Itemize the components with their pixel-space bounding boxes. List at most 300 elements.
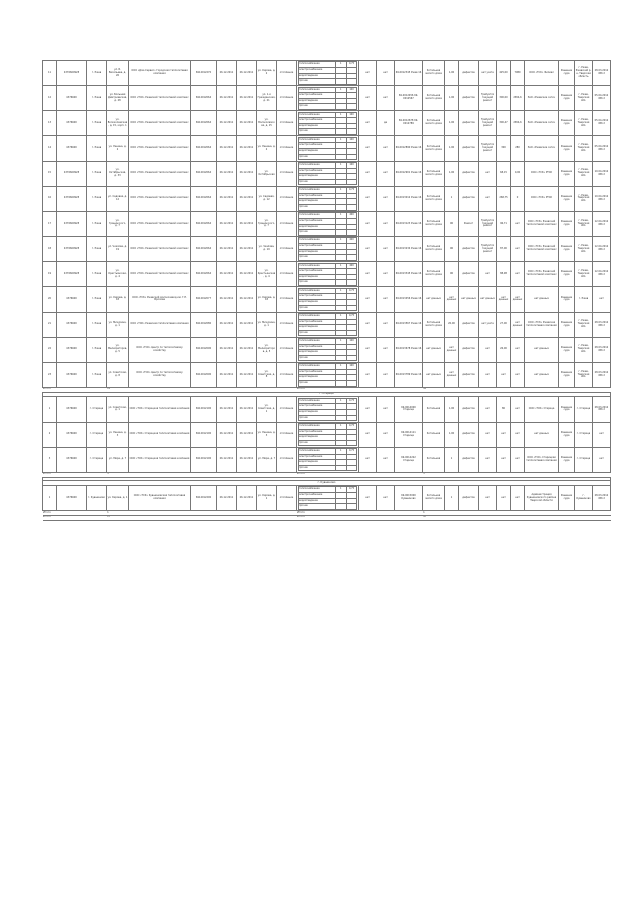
cell-mo: г. Ржев <box>575 287 593 312</box>
cell-place: ул. Волоколамская, д. 15 <box>257 111 277 136</box>
cell-street: ул. Ленина, д. 3 <box>107 422 129 447</box>
cell-f2: нет <box>377 161 395 186</box>
cell-date: 10.04.2012 456 2 <box>593 186 611 211</box>
cell-city: г. Ржев <box>87 211 107 236</box>
cell-kind: нет данных <box>445 337 459 362</box>
cell-sum: 88,98 <box>497 262 511 287</box>
cell-own: Решение суда <box>559 337 575 362</box>
cell-tar: 0,00 <box>511 161 525 186</box>
cell-obj: Котельная <box>423 422 445 447</box>
utility-count <box>335 381 346 387</box>
cell-n: 20 <box>43 287 57 312</box>
cell-kind: 1,00 <box>445 111 459 136</box>
cell-mo: г. Ржев, Тверская обл. <box>575 337 593 362</box>
cell-obj: Котельная жилого дома <box>423 312 445 337</box>
utility-count: 1 <box>335 364 346 370</box>
cell-d2: 26.12.2011 <box>237 312 257 337</box>
utility-value: 0,75 <box>346 188 357 194</box>
utility-label: теплоснабжение <box>298 238 335 244</box>
cell-act: 69-0013012 Ржев 16 <box>395 186 423 211</box>
cell-f2: нет <box>377 397 395 422</box>
cell-inn: 6914012270 <box>191 61 217 86</box>
cell-act: 69-0012456 69-0012567 <box>395 86 423 111</box>
cell-f1: нет <box>359 61 377 86</box>
table-row <box>43 362 611 387</box>
cell-use: отопление <box>277 422 297 447</box>
utility-value <box>346 465 357 471</box>
utility-label: водоотведение <box>298 149 335 155</box>
utility-label: водоотведение <box>298 199 335 205</box>
table-row <box>43 422 611 447</box>
cell-f2: нет <box>377 61 395 86</box>
cell-st: дефектов <box>459 86 479 111</box>
utility-value <box>346 440 357 446</box>
cell-use: отопление <box>277 186 297 211</box>
utility-value <box>346 179 357 185</box>
cell-mgr: нет данных <box>525 422 559 447</box>
cell-inn: 6914012064 <box>191 262 217 287</box>
utility-label: теплоснабжение <box>298 423 335 429</box>
cell-org: ООО «ТСК» Центр по теплосетевому хозяйству <box>129 362 191 387</box>
utility-label: прочие <box>298 255 335 261</box>
total-count: 13 <box>107 388 297 393</box>
cell-city: г. Кувшиново <box>87 486 107 511</box>
cell-mo: г. Ржев, Тверская обл. <box>575 136 593 161</box>
utility-count <box>335 79 346 85</box>
cell-d2: 26.12.2011 <box>237 447 257 472</box>
utility-label: электроснабжение <box>298 93 335 99</box>
cell-org: ООО «ТСК» Ржевский молокозавод им. Г.Н. Фролова <box>129 287 191 312</box>
cell-date: нет <box>593 287 611 312</box>
cell-own: Решение суда <box>559 161 575 186</box>
cell-n: 1 <box>43 486 57 511</box>
cell-f2: нет <box>377 422 395 447</box>
cell-f2: нет <box>377 86 395 111</box>
cell-mo: г. Ржев, Тверская обл. <box>575 362 593 387</box>
cell-street: ул. Большая Дмитриевская, д. 28 <box>107 86 129 111</box>
cell-mo: г. Старица <box>575 422 593 447</box>
cell-city: г. Ржев <box>87 111 107 136</box>
cell-own: Решение суда <box>559 447 575 472</box>
cell-f1: нет <box>359 111 377 136</box>
utility-label: электроснабжение <box>298 294 335 300</box>
utility-label: прочие <box>298 415 335 421</box>
cell-street: ул. Мелиораторов, д. 5 <box>107 337 129 362</box>
utility-value <box>346 104 357 110</box>
cell-own: Решение суда <box>559 262 575 287</box>
cell-org: ООО «ТСК» Ржевский теплосетевой комплекс <box>129 161 191 186</box>
utility-label: теплоснабжение <box>298 449 335 455</box>
utility-count <box>335 305 346 311</box>
cell-place: ул. Ленина, д. 2 <box>257 136 277 161</box>
cell-code: 4376600928 <box>57 211 87 236</box>
utility-label: водоотведение <box>298 325 335 331</box>
utility-value: 100 <box>346 163 357 169</box>
cell-d1: 26.12.2011 <box>217 211 237 236</box>
cell-utilities <box>297 486 359 511</box>
utility-count <box>335 129 346 135</box>
footer-left-count: 17 <box>107 515 297 520</box>
cell-place: ул. Мичурина, д. 1 <box>257 312 277 337</box>
cell-n: 22 <box>43 337 57 362</box>
cell-code: 4376600 <box>57 447 87 472</box>
cell-code: 4376600928 <box>57 262 87 287</box>
cell-obj: Котельная жилого дома <box>423 111 445 136</box>
cell-f1: нет <box>359 337 377 362</box>
cell-kind: 1,00 <box>445 397 459 422</box>
cell-st: дефектов <box>459 61 479 86</box>
cell-act: 69-0013345 Ржев 16 <box>395 262 423 287</box>
cell-street: ул. Ленина, д. 2 <box>107 136 129 161</box>
cell-place: ул. 1-я Гражданская, д. 21 <box>257 86 277 111</box>
utility-label: прочие <box>298 154 335 160</box>
cell-obj: Котельная жилого дома <box>423 86 445 111</box>
utility-count: 1 <box>335 213 346 219</box>
utility-label: прочие <box>298 465 335 471</box>
cell-org: ООО «ТСК» Ржевский теплосетевой комплекс <box>129 86 191 111</box>
cell-d1: 26.12.2011 <box>217 61 237 86</box>
cell-street: ул. Грацинского, д. 7 <box>107 211 129 236</box>
cell-place: ул. Кирова, д. 18 <box>257 287 277 312</box>
cell-org: ООО «ТСК» Ржевский теплосетевой комплекс <box>129 211 191 236</box>
table-row <box>43 262 611 287</box>
utility-value: 0,75 <box>346 423 357 429</box>
cell-tar: 2654,6 <box>511 111 525 136</box>
utility-value <box>346 330 357 336</box>
total-sum: 3 <box>423 472 611 477</box>
utility-label: электроснабжение <box>298 493 335 499</box>
cell-d1: 26.12.2011 <box>217 262 237 287</box>
cell-f2: нет <box>377 287 395 312</box>
cell-city: г. Ржев <box>87 362 107 387</box>
utility-label: электроснабжение <box>298 168 335 174</box>
cell-st: дефектов <box>459 262 479 287</box>
cell-kind: 1 <box>445 186 459 211</box>
cell-obj: Котельная жилого дома <box>423 486 445 511</box>
utility-value: 100 <box>346 112 357 118</box>
cell-utilities <box>297 61 359 86</box>
cell-inn: 6914012064 <box>191 86 217 111</box>
cell-inn: 6914012064 <box>191 136 217 161</box>
cell-tar: нет <box>511 337 525 362</box>
cell-obj: Котельная жилого дома <box>423 161 445 186</box>
cell-date: 10.04.2012 456 2 <box>593 161 611 186</box>
cell-use: отопление <box>277 362 297 387</box>
cell-f1: нет <box>359 312 377 337</box>
cell-code: 4376600 <box>57 136 87 161</box>
utility-value: 0,75 <box>346 449 357 455</box>
utility-label: водоотведение <box>298 498 335 504</box>
utility-label: водоотведение <box>298 435 335 441</box>
cell-st: дефектов <box>459 422 479 447</box>
cell-org: ООО «ТСК» Кувшиновская теплосетевая компания <box>129 486 191 511</box>
cell-act: 69-0013123 Ржев 16 <box>395 211 423 236</box>
cell-inn: 6914012100 <box>191 397 217 422</box>
utility-value <box>346 504 357 510</box>
total-label-2: Итого <box>297 388 423 393</box>
cell-d2: 26.12.2011 <box>237 86 257 111</box>
utility-label: теплоснабжение <box>298 487 335 493</box>
cell-utilities <box>297 422 359 447</box>
table-row <box>43 86 611 111</box>
cell-city: г. Ржев <box>87 136 107 161</box>
cell-use: отопление <box>277 312 297 337</box>
cell-place: ул. Чкалова, д. 19 <box>257 237 277 262</box>
cell-city: г. Старица <box>87 422 107 447</box>
total-label-2: Итого <box>297 511 423 516</box>
cell-org: ООО «ТСК» Ржевская теплосетевая компания <box>129 312 191 337</box>
cell-obj: Котельная жилого дома <box>423 61 445 86</box>
cell-obj: нет данных <box>423 362 445 387</box>
cell-st: нет данных <box>459 287 479 312</box>
utility-label: электроснабжение <box>298 429 335 435</box>
cell-city: г. Ржев <box>87 262 107 287</box>
utility-label: электроснабжение <box>298 454 335 460</box>
utility-count <box>335 465 346 471</box>
cell-use: отопление <box>277 161 297 186</box>
cell-f2: нет <box>377 447 395 472</box>
cell-mo: г. Ржев, Тверская обл. <box>575 161 593 186</box>
utility-label: водоотведение <box>298 274 335 280</box>
cell-n: 3 <box>43 447 57 472</box>
utility-label: теплоснабжение <box>298 213 335 219</box>
utility-label: теплоснабжение <box>298 137 335 143</box>
footer-right: Итого <box>297 515 423 520</box>
cell-inn: 6914012090 <box>191 337 217 362</box>
cell-street: ул. Мичурина, д. 1 <box>107 312 129 337</box>
utility-count: 1 <box>335 163 346 169</box>
utility-label: теплоснабжение <box>298 163 335 169</box>
district-heading: г. Кувшиново <box>43 481 611 486</box>
utility-value: 0,75 <box>346 398 357 404</box>
utility-label: прочие <box>298 305 335 311</box>
utility-label: теплоснабжение <box>298 62 335 68</box>
cell-street: ул. Садовая, д. 12 <box>107 186 129 211</box>
cell-sum: нет <box>497 486 511 511</box>
cell-date: 12.04.2012 456 2 <box>593 262 611 287</box>
cell-code: 4376600928 <box>57 186 87 211</box>
cell-f2: нет <box>377 362 395 387</box>
utility-label: теплоснабжение <box>298 364 335 370</box>
cell-use: отопление <box>277 237 297 262</box>
cell-obj: нет данных <box>423 287 445 312</box>
utility-value: 400 <box>346 213 357 219</box>
cell-date: 28.03.2012 456 2 <box>593 337 611 362</box>
cell-act: 69-0015000 Кувшиново <box>395 486 423 511</box>
cell-kind: 1,00 <box>445 86 459 111</box>
cell-place: ул. Садовая, д. 12 <box>257 186 277 211</box>
cell-tar: нет <box>511 447 525 472</box>
cell-city: г. Ржев <box>87 237 107 262</box>
cell-street: ул. Б. Васильева, д. 26 <box>107 61 129 86</box>
cell-sum: нет <box>497 422 511 447</box>
cell-use: отопление <box>277 136 297 161</box>
utility-label: электроснабжение <box>298 118 335 124</box>
cell-f1: нет <box>359 447 377 472</box>
cell-act: 69-0012678 69-0012789 <box>395 111 423 136</box>
cell-act: 69-0013789 Ржев 16 <box>395 362 423 387</box>
register-sheet <box>42 60 609 595</box>
cell-own: Решение суда <box>559 211 575 236</box>
cell-act: 69-0012890 Ржев 16 <box>395 136 423 161</box>
cell-tar: нет <box>511 211 525 236</box>
cell-n: 2 <box>43 422 57 447</box>
cell-sum: 300,00 <box>497 86 511 111</box>
table-row <box>43 337 611 362</box>
utility-label: теплоснабжение <box>298 188 335 194</box>
utility-value <box>346 204 357 210</box>
cell-utilities <box>297 337 359 362</box>
cell-city: г. Ржев <box>87 86 107 111</box>
cell-sum: 96,71 <box>497 211 511 236</box>
cell-street: ул. Волоколамская, д. 15, корп. 1 <box>107 111 129 136</box>
utility-label: прочие <box>298 504 335 510</box>
cell-own: Решение суда <box>559 397 575 422</box>
utility-label: электроснабжение <box>298 193 335 199</box>
cell-city: г. Ржев <box>87 61 107 86</box>
cell-n: 18 <box>43 237 57 262</box>
cell-own: Решение суда <box>559 237 575 262</box>
total-label: Итого <box>43 472 107 477</box>
cell-f1: нет <box>359 362 377 387</box>
cell-f2: нет <box>377 312 395 337</box>
utility-count: 1 <box>335 288 346 294</box>
utility-count: 1 <box>335 313 346 319</box>
utility-value: 100 <box>346 87 357 93</box>
cell-f1: нет <box>359 486 377 511</box>
cell-n: 19 <box>43 262 57 287</box>
cell-tar: 7980 <box>511 61 525 86</box>
cell-d2: 26.12.2011 <box>237 262 257 287</box>
cell-use: отопление <box>277 337 297 362</box>
cell-fund: Требуется текущий ремонт <box>479 86 497 111</box>
utility-value: 0,75 <box>346 62 357 68</box>
cell-utilities <box>297 397 359 422</box>
cell-city: г. Ржев <box>87 161 107 186</box>
cell-code: 4376600 <box>57 486 87 511</box>
utility-value: 0,75 <box>346 288 357 294</box>
cell-tar: нет <box>511 262 525 287</box>
cell-f2: нет <box>377 211 395 236</box>
cell-kind: нет данных <box>445 362 459 387</box>
cell-d2: 26.12.2011 <box>237 362 257 387</box>
cell-street: ул. Советская, д. 1 <box>107 397 129 422</box>
cell-use: отопление <box>277 287 297 312</box>
cell-obj: Котельная <box>423 397 445 422</box>
cell-obj: Котельная <box>423 447 445 472</box>
cell-act: 69-0012345 Ржев 16 <box>395 61 423 86</box>
cell-org: ООО «Дом-Сервис» Городская теплосетевая компания <box>129 61 191 86</box>
cell-d1: 26.12.2011 <box>217 111 237 136</box>
utility-label: прочие <box>298 129 335 135</box>
utility-value <box>346 305 357 311</box>
cell-f1: нет <box>359 287 377 312</box>
cell-city: г. Ржев <box>87 186 107 211</box>
cell-fund: нет учета <box>479 61 497 86</box>
cell-mgr: ООО «ТСК» Ржевский теплосетевой комплекс <box>525 262 559 287</box>
cell-city: г. Ржев <box>87 287 107 312</box>
cell-own: Решение суда <box>559 111 575 136</box>
utility-count: 1 <box>335 398 346 404</box>
cell-d2: 26.12.2011 <box>237 211 257 236</box>
cell-obj: Котельная жилого дома <box>423 211 445 236</box>
cell-use: отопление <box>277 262 297 287</box>
utility-count <box>335 280 346 286</box>
utility-label: водоотведение <box>298 375 335 381</box>
cell-mgr: ООО «ТСК» Филиал <box>525 61 559 86</box>
cell-inn: 6914012064 <box>191 211 217 236</box>
cell-d2: 26.12.2011 <box>237 486 257 511</box>
utility-label: электроснабжение <box>298 319 335 325</box>
cell-n: 15 <box>43 161 57 186</box>
cell-d2: 26.12.2011 <box>237 186 257 211</box>
register-body-staritsa <box>43 397 611 472</box>
cell-kind: 96 <box>445 237 459 262</box>
cell-n: 11 <box>43 61 57 86</box>
cell-mgr: ЗАО «Ржевские сети» <box>525 86 559 111</box>
cell-mo: г. Кувшиново <box>575 486 593 511</box>
utility-value <box>346 415 357 421</box>
table-row <box>43 61 611 86</box>
cell-fund: нет <box>479 337 497 362</box>
cell-f1: нет <box>359 86 377 111</box>
cell-fund: нет <box>479 362 497 387</box>
cell-st: дефектов <box>459 397 479 422</box>
table-row <box>43 397 611 422</box>
cell-sum: 300,47 <box>497 111 511 136</box>
cell-date: 28.03.2012 456 2 <box>593 486 611 511</box>
cell-date: 28.03.2012 456 2 <box>593 397 611 422</box>
cell-utilities <box>297 111 359 136</box>
utility-count: 1 <box>335 423 346 429</box>
cell-own: Решение суда <box>559 312 575 337</box>
cell-code: 4376600 <box>57 86 87 111</box>
cell-fund: нет <box>479 397 497 422</box>
cell-utilities <box>297 186 359 211</box>
cell-org: ООО «ТСК» Ржевский теплосетевой комплекс <box>129 136 191 161</box>
cell-kind: 1 <box>445 486 459 511</box>
cell-utilities <box>297 86 359 111</box>
cell-code: 4376600 <box>57 312 87 337</box>
table-row <box>43 136 611 161</box>
cell-obj: Котельная жилого дома <box>423 136 445 161</box>
cell-d2: 26.12.2011 <box>237 61 257 86</box>
cell-place: ул. Ленина, д. 3 <box>257 422 277 447</box>
cell-date: 12.04.2012 456 2 <box>593 211 611 236</box>
cell-n: 21 <box>43 312 57 337</box>
utility-label: теплоснабжение <box>298 263 335 269</box>
utility-value: 100 <box>346 137 357 143</box>
cell-mgr: ЗАО «Ржевские сети» <box>525 111 559 136</box>
cell-tar: нет <box>511 237 525 262</box>
cell-place: ул. Кирова, д. 1 <box>257 486 277 511</box>
cell-mgr: нет данных <box>525 362 559 387</box>
cell-org: ООО «ТСК» Ржевский теплосетевой комплекс <box>129 186 191 211</box>
cell-mgr: ООО «ТСК» РТСК <box>525 161 559 186</box>
cell-d2: 26.12.2011 <box>237 161 257 186</box>
utility-value: 0,75 <box>346 487 357 493</box>
cell-utilities <box>297 161 359 186</box>
cell-date: 05.04.2012 456 2 <box>593 86 611 111</box>
cell-sum: 268,75 <box>497 186 511 211</box>
cell-org: ООО «ТСК» Центр по теплосетевому хозяйству <box>129 337 191 362</box>
cell-d1: 26.12.2011 <box>217 362 237 387</box>
table-row <box>43 486 611 511</box>
cell-d2: 26.12.2011 <box>237 287 257 312</box>
cell-obj: Котельная жилого дома <box>423 186 445 211</box>
cell-n: 12 <box>43 86 57 111</box>
cell-n: 16 <box>43 186 57 211</box>
